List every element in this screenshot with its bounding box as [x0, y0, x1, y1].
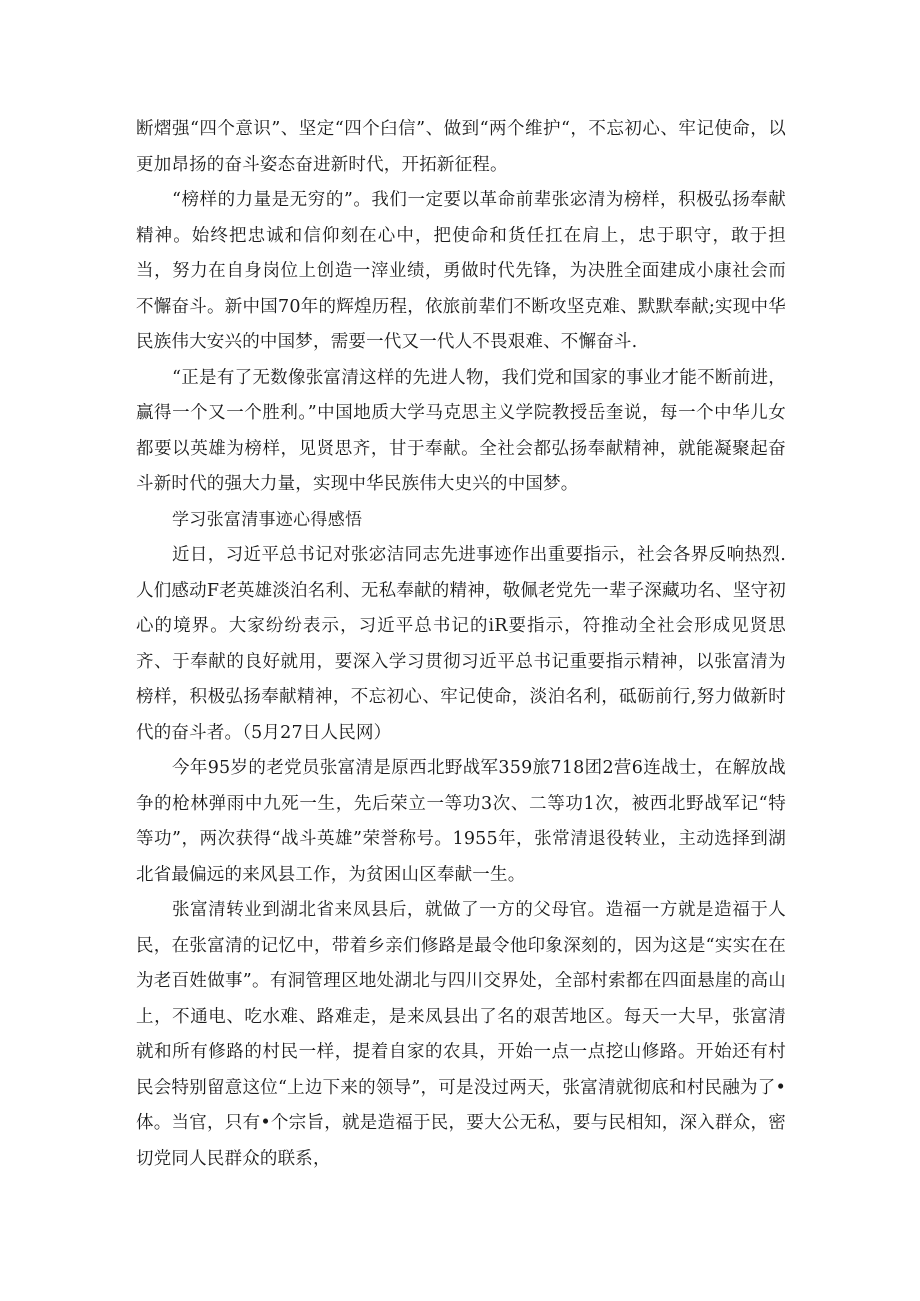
paragraph-2: “榜样的力量是无穷的”。我们一定要以革命前辈张宓清为榜样，积极弘扬奉献精神。始终把忠诚和信仰刻在心中，把使命和货任扛在肩上，忠于职守，敢于担当，努力在自身岗位上创造一滓业绩，勇做时代先锋，为决胜全面建成小康社会而不懈奋斗。新中国70年的辉煌历程，依旅前辈们不断攻坚克难、默默奉献;实现中华民族伟大安兴的中国梦，需要一代又一代人不畏艰难、不懈奋斗. [136, 190, 786, 352]
paragraph-6: 张富清转业到湖北省来凤县后，就做了一方的父母官。造福一方就是造福于人民，在张富清的记忆中，带着乡亲们修路是最令他印象深刻的，因为这是“实实在在为老百姓做事”。有洞管理区地处湖北与四川交界处，全部村索都在四面悬崖的高山上，不通电、吃水难、路难走，是来凤县出了名的艰苦地区。每天一大早，张富清就和所有修路的村民一样，提着自家的农具，开始一点一点挖山修路。开始还有村民会特别留意这位“上边下来的领导”，可是没过两天，张富清就彻底和村民融为了•体。当官，只有•个宗旨，就是造福于民，要大公无私，要与民相知，深入群众，密切党同人民群众的联系， [136, 900, 786, 1169]
paragraph-3: “正是有了无数像张富清这样的先进人物，我们党和国家的事业才能不断前进，赢得一个又一个胜利。”中国地质大学马克思主义学院教授岳奎说，每一个中华儿女都要以英雄为榜样，见贤思齐，甘于奉献。全社会都弘扬奉献精神，就能凝聚起奋斗新时代的强大力量，实现中华民族伟大史兴的中国梦。 [136, 367, 786, 494]
section-title: 学习张富清事迹心得感悟 [172, 509, 363, 530]
document-page [136, 112, 786, 1177]
paragraph-1: 断熠强“四个意识”、坚定“四个臼信”、做到“两个维护“，不忘初心、牢记使命，以更加昂扬的奋斗姿态奋进新时代，开拓新征程。 [136, 119, 786, 175]
paragraph-5: 今年95岁的老党员张富清是原西北野战军359旅718团2营6连战士，在解放战争的枪林弹雨中九死一生，先后荣立一等功3次、二等功1次，被西北野战军记“特等功”，两次获得“战斗英雄”荣誉称号。1955年，张常清退役转业，主动选择到湖北省最偏远的来风县工作，为贫困山区奉献一生。 [136, 758, 786, 885]
paragraph-4: 近日，习近平总书记对张宓洁同志先进事迹作出重要指示，社会各界反响热烈.人们感动F老英雄淡泊名利、无私奉献的精神，敬佩老党先一辈子深藏功名、坚守初心的境界。大家纷纷表示，习近平总书记的iR要指示，符推动全社会形成见贤思齐、于奉献的良好就用，要深入学习贯彻习近平总书记重要指示精神，以张富清为榜样，积极弘扬奉献精神，不忘初心、牢记使命，淡泊名利，砥砺前行,努力做新时代的奋斗者。（5月27日人民网） [136, 545, 786, 743]
